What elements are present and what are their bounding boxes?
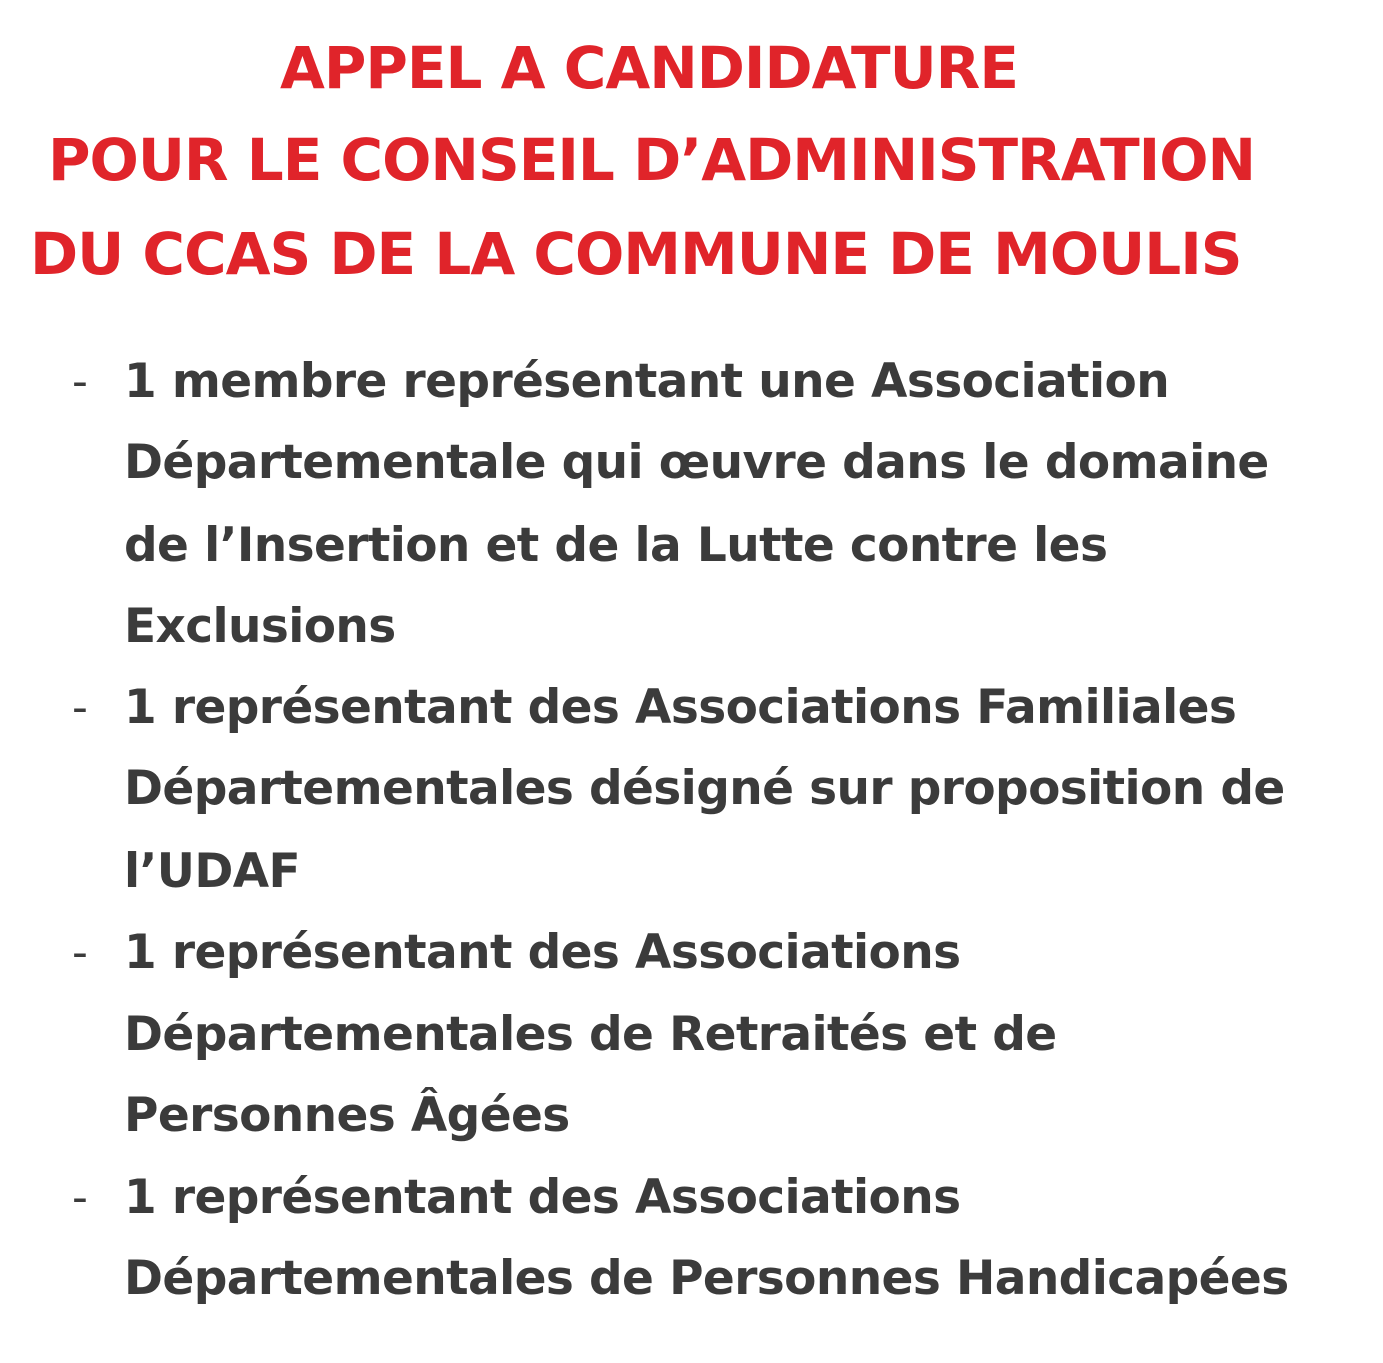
list-item-line: Départementales de Retraités et de — [124, 1007, 1057, 1062]
title-line-3: DU CCAS DE LA COMMUNE DE MOULIS — [30, 220, 1242, 288]
list-item-line: de l’Insertion et de la Lutte contre les — [124, 518, 1108, 573]
list-item-line: 1 représentant des Associations — [124, 1170, 961, 1225]
list-item-line: Personnes Âgées — [124, 1088, 570, 1143]
list-item-line: 1 membre représentant une Association — [124, 354, 1170, 409]
bullet-dash: - — [72, 1172, 88, 1223]
bullet-dash: - — [72, 356, 88, 407]
list-item-line: Départementale qui œuvre dans le domaine — [124, 435, 1269, 490]
list-item-line: Départementales désigné sur proposition de — [124, 761, 1285, 816]
list-item-line: l’UDAF — [124, 844, 301, 899]
title-line-2: POUR LE CONSEIL D’ADMINISTRATION — [48, 126, 1256, 194]
bullet-dash: - — [72, 682, 88, 733]
bullet-dash: - — [72, 927, 88, 978]
title-line-1: APPEL A CANDIDATURE — [280, 34, 1018, 102]
list-item-line: 1 représentant des Associations — [124, 925, 961, 980]
list-item-line: Exclusions — [124, 599, 396, 654]
list-item-line: Départementales de Personnes Handicapées — [124, 1251, 1289, 1306]
list-item-line: 1 représentant des Associations Familiales — [124, 680, 1237, 735]
